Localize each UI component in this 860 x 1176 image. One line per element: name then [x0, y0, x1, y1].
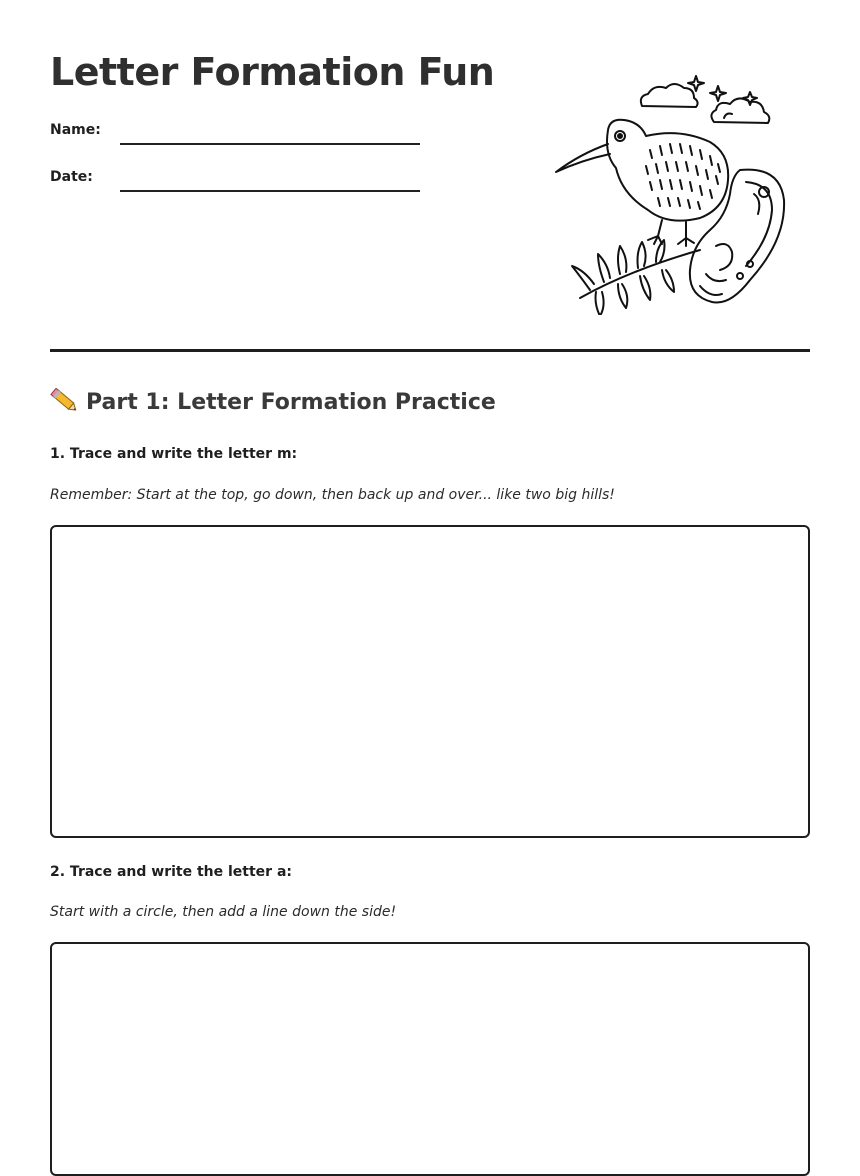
worksheet-page: [50, 0, 810, 920]
cloud-icon: [711, 98, 769, 123]
kiwi-body: [556, 120, 728, 246]
date-write-line: [120, 190, 420, 192]
question-2-label: 2. Trace and write the letter a:: [50, 864, 292, 880]
worksheet-title: Letter Formation Fun: [50, 50, 495, 94]
star-icon: [710, 86, 726, 101]
name-write-line: [120, 143, 420, 145]
name-label: Name:: [50, 122, 101, 138]
pencil-icon: [50, 388, 80, 414]
question-2-writing-area[interactable]: [50, 942, 810, 1176]
cloud-icon: [641, 84, 698, 107]
question-2-hint: Start with a circle, then add a line down the side!: [50, 904, 397, 920]
question-1-writing-area[interactable]: [50, 525, 810, 838]
question-1-hint: Remember: Start at the top, go down, then back up and over... like two big hills!: [50, 487, 615, 503]
worksheet-header: [50, 0, 810, 352]
name-field: [50, 120, 420, 144]
section-title-part1: [50, 388, 496, 415]
date-field: [50, 167, 420, 191]
fern-branch: [572, 240, 700, 315]
date-label: Date:: [50, 169, 93, 185]
kiwi-bird-illustration: [550, 70, 790, 315]
section-title-text: Part 1: Letter Formation Practice: [86, 390, 496, 415]
koru-pattern: [690, 170, 784, 303]
question-1-label: 1. Trace and write the letter m:: [50, 446, 298, 462]
header-divider: [50, 349, 810, 352]
